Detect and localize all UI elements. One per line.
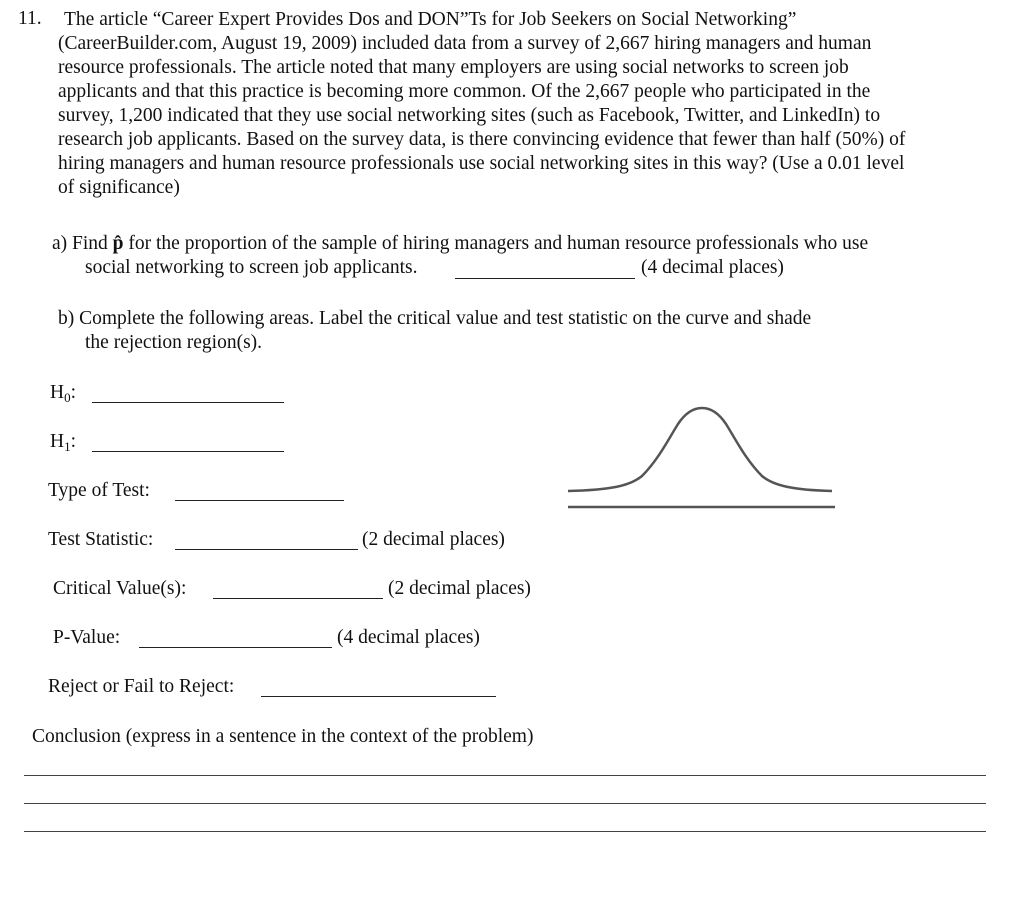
part-a-note: (4 decimal places): [641, 257, 784, 278]
part-b-line1: b) Complete the following areas. Label the critical value and test statistic on the curve and shade: [58, 308, 812, 329]
test-statistic-note: (2 decimal places): [362, 529, 505, 550]
reject-label: Reject or Fail to Reject:: [48, 676, 235, 697]
normal-curve-diagram: [560, 400, 840, 516]
p-value-blank[interactable]: [139, 647, 332, 648]
p-value-note: (4 decimal places): [337, 627, 480, 648]
problem-line: hiring managers and human resource professionals use social networking sites in this way? (Use a 0.01 level: [58, 153, 905, 174]
part-a-question: [52, 232, 868, 256]
critical-values-blank[interactable]: [213, 598, 383, 599]
test-statistic-blank[interactable]: [175, 549, 358, 550]
conclusion-line[interactable]: [24, 803, 986, 804]
conclusion-line[interactable]: [24, 831, 986, 832]
conclusion-line[interactable]: [24, 775, 986, 776]
type-of-test-blank[interactable]: [175, 500, 344, 501]
problem-line: The article “Career Expert Provides Dos and DON”Ts for Job Seekers on Social Networking”: [64, 9, 797, 30]
p-hat-symbol: p̂: [112, 233, 124, 254]
h0-label: $H_0$:: [50, 382, 77, 405]
h1-label: $H_1$:: [50, 431, 77, 454]
test-statistic-label: Test Statistic:: [48, 529, 154, 550]
problem-number: 11.: [18, 8, 42, 29]
p-hat-answer-blank[interactable]: [455, 278, 635, 279]
h1-answer-blank[interactable]: [92, 451, 284, 452]
critical-values-label: Critical Value(s):: [53, 578, 187, 599]
type-of-test-label: Type of Test:: [48, 480, 150, 501]
problem-line: (CareerBuilder.com, August 19, 2009) included data from a survey of 2,667 hiring managers and human: [58, 33, 872, 54]
problem-line: resource professionals. The article noted that many employers are using social networks to screen job: [58, 57, 849, 78]
part-a-prefix: a) Find: [52, 233, 108, 254]
problem-line: research job applicants. Based on the survey data, is there convincing evidence that fewer than half (50%) of: [58, 129, 906, 150]
bell-curve: [568, 408, 832, 491]
p-value-label: P-Value:: [53, 627, 121, 648]
problem-line: survey, 1,200 indicated that they use social networking sites (such as Facebook, Twitter, and LinkedIn) to: [58, 105, 881, 126]
conclusion-label: Conclusion (express in a sentence in the context of the problem): [32, 726, 534, 747]
h0-answer-blank[interactable]: [92, 402, 284, 403]
part-a-text: for the proportion of the sample of hiring managers and human resource professionals who use: [128, 233, 869, 254]
part-b-line2: the rejection region(s).: [85, 332, 263, 353]
critical-values-note: (2 decimal places): [388, 578, 531, 599]
reject-blank[interactable]: [261, 696, 496, 697]
problem-line: applicants and that this practice is becoming more common. Of the 2,667 people who participated in the: [58, 81, 871, 102]
problem-line: of significance): [58, 177, 180, 198]
part-a-line2: social networking to screen job applicants.: [85, 257, 418, 278]
